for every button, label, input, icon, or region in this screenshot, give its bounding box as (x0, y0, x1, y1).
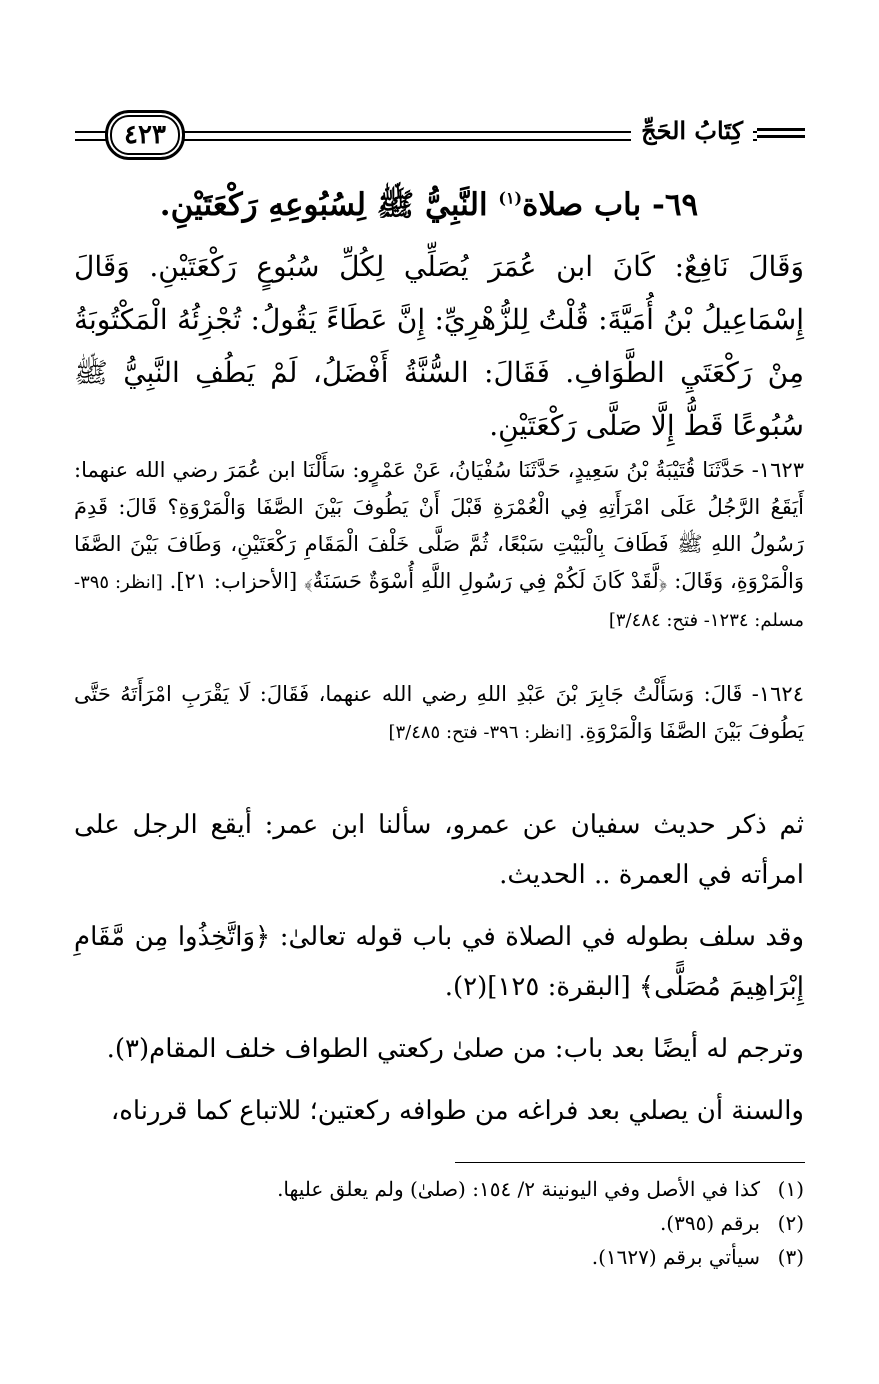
intro-block (74, 240, 804, 452)
hadith-1624-text: ١٦٢٤- قَالَ: وَسَأَلْتُ جَابِرَ بْنَ عَبْدِ اللهِ رضي الله عنهما، فَقَالَ: لَا يَقْرَبِ امْرَأَتَهُ حَتَّى يَطُوفَ بَيْنَ الصَّفَا وَالْمَرْوَةِ. (74, 682, 804, 743)
footnote-number: (٣) (777, 1245, 804, 1269)
chapter-heading (79, 186, 779, 231)
commentary-block (74, 800, 804, 1148)
footnote-number: (٢) (777, 1211, 804, 1235)
page-header (75, 110, 805, 158)
hadith-1624-reference: [انظر: ٣٩٦- فتح: ٣/٤٨٥] (388, 722, 573, 743)
footnotes (74, 1172, 804, 1274)
page-number-badge (105, 110, 185, 160)
hadith-1624 (74, 676, 804, 751)
footnote-text: برقم (٣٩٥). (659, 1211, 760, 1235)
page-number: ٤٢٣ (124, 120, 166, 150)
hadith-1623-reference: [انظر: ٣٩٥- مسلم: ١٢٣٤- فتح: ٣/٤٨٤] (74, 572, 804, 631)
intro-text: وَقَالَ نَافِعٌ: كَانَ ابن عُمَرَ يُصَلِّي لِكُلِّ سُبُوعٍ رَكْعَتَيْنِ. وَقَالَ إِسْمَاعِيلُ بْنُ أُمَيَّةَ: قُلْتُ لِلزُّهْرِيِّ: إِنَّ عَطَاءً يَقُولُ: تُجْزِئُهُ الْمَكْتُوبَةُ مِنْ رَكْعَتَيِ الطَّوَافِ. فَقَالَ: السُّنَّةُ أَفْضَلُ، لَمْ يَطُفِ النَّبِيُّ ﷺ سُبُوعًا قَطُّ إِلَّا صَلَّى رَكْعَتَيْنِ. (74, 250, 804, 442)
commentary-paragraph: ثم ذكر حديث سفيان عن عمرو، سألنا ابن عمر: أيقع الرجل على امرأته في العمرة .. الحديث. (74, 810, 804, 890)
commentary-paragraph: والسنة أن يصلي بعد فراغه من طوافه ركعتين؛ للاتباع كما قررناه، (110, 1096, 804, 1126)
footnote-text: كذا في الأصل وفي اليونينة ٢/ ١٥٤: (صلىٰ) ولم يعلق عليها. (277, 1177, 760, 1201)
header-ornament (757, 124, 805, 142)
chapter-title-part1: ٦٩- باب صلاة (522, 187, 699, 223)
hadith-1623-text: ١٦٢٣- حَدَّثَنَا قُتَيْبَةُ بْنُ سَعِيدٍ، حَدَّثَنَا سُفْيَانُ، عَنْ عَمْرٍو: سَأَلْنَا ابن عُمَرَ رضي الله عنهما: أَيَقَعُ الرَّجُلُ عَلَى امْرَأَتِهِ فِي الْعُمْرَةِ قَبْلَ أَنْ يَطُوفَ بَيْنَ الصَّفَا وَالْمَرْوَةِ؟ قَالَ: قَدِمَ رَسُولُ اللهِ ﷺ فَطَافَ بِالْبَيْتِ سَبْعًا، ثُمَّ صَلَّى خَلْفَ الْمَقَامِ رَكْعَتَيْنِ، وَطَافَ بَيْنَ الصَّفَا وَالْمَرْوَةِ، وَقَالَ: ﴿لَّقَدْ كَانَ لَكُمْ فِي رَسُولِ اللَّهِ أُسْوَةٌ حَسَنَةٌ﴾ [الأحزاب: ٢١]. (74, 458, 804, 593)
footnote-text: سيأتي برقم (١٦٢٧). (591, 1245, 760, 1269)
hadith-1623 (74, 452, 804, 639)
footnote-number: (١) (777, 1177, 804, 1201)
book-title: كِتَابُ الحَجِّ (631, 116, 753, 145)
chapter-footnote-ref: (١) (498, 188, 523, 208)
chapter-title-part2: النَّبِيُّ ﷺ لِسُبُوعِهِ رَكْعَتَيْنِ. (159, 187, 499, 223)
commentary-paragraph: وترجم له أيضًا بعد باب: من صلىٰ ركعتي الطواف خلف المقام(٣). (106, 1034, 804, 1064)
footnote-item (74, 1240, 804, 1274)
commentary-paragraph: وقد سلف بطوله في الصلاة في باب قوله تعالىٰ: ﴿وَاتَّخِذُوا مِن مَّقَامِ إِبْرَاهِيمَ مُصَلًّى﴾ [البقرة: ١٢٥](٢). (74, 922, 804, 1002)
footnote-divider (455, 1162, 805, 1163)
footnote-item (74, 1206, 804, 1240)
footnote-item (74, 1172, 804, 1206)
